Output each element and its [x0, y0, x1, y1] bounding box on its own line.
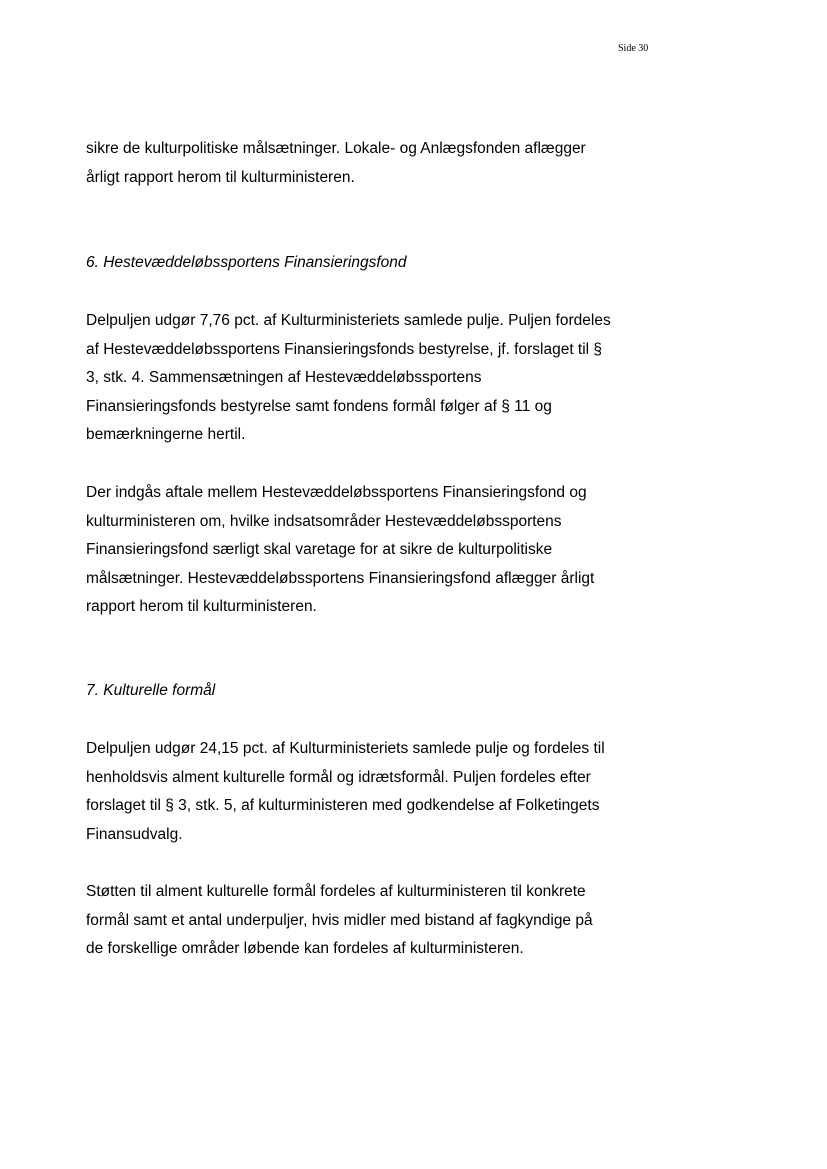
paragraph-line: af Hestevæddeløbssportens Finansieringsfonds bestyrelse, jf. forslaget til § [86, 340, 603, 358]
section-7-paragraph-1 [86, 735, 686, 849]
paragraph-line: årligt rapport herom til kulturministeren. [86, 168, 355, 186]
section-6-heading [86, 249, 686, 278]
paragraph-line: Støtten til alment kulturelle formål fordeles af kulturministeren til konkrete [86, 883, 586, 900]
paragraph-line: 3, stk. 4. Sammensætningen af Hestevæddeløbssportens [86, 369, 482, 387]
section-7-heading [86, 677, 686, 706]
paragraph-line: Delpuljen udgør 7,76 pct. af Kulturministeriets samlede pulje. Puljen fordeles [86, 312, 611, 329]
paragraph-line: forslaget til § 3, stk. 5, af kulturministeren med godkendelse af Folketingets [86, 797, 600, 815]
section-heading-text: 6. Hestevæddeløbssportens Finansieringsfond [86, 254, 407, 271]
paragraph-line: Der indgås aftale mellem Hestevæddeløbssportens Finansieringsfond og [86, 484, 587, 501]
paragraph-line: formål samt et antal underpuljer, hvis midler med bistand af fagkyndige på [86, 911, 593, 929]
section-heading-text: 7. Kulturelle formål [86, 682, 216, 699]
paragraph-line: Finansudvalg. [86, 825, 183, 843]
paragraph-line: kulturministeren om, hvilke indsatsområder Hestevæddeløbssportens [86, 512, 562, 530]
paragraph-line: målsætninger. Hestevæddeløbssportens Finansieringsfond aflægger årligt [86, 569, 595, 587]
paragraph-line: Delpuljen udgør 24,15 pct. af Kulturministeriets samlede pulje og fordeles til [86, 740, 605, 757]
paragraph-line: Finansieringsfonds bestyrelse samt fondens formål følger af § 11 og [86, 397, 552, 415]
section-7-paragraph-2 [86, 878, 686, 964]
paragraph-line: henholdsvis alment kulturelle formål og idrætsformål. Puljen fordeles efter [86, 768, 591, 786]
section-6-paragraph-2 [86, 479, 686, 622]
section-6-paragraph-1 [86, 307, 686, 450]
paragraph-line: Finansieringsfond særligt skal varetage for at sikre de kulturpolitiske [86, 541, 553, 559]
paragraph-line: rapport herom til kulturministeren. [86, 598, 317, 616]
paragraph-line: bemærkningerne hertil. [86, 426, 246, 444]
page-number: Side 30 [618, 43, 649, 54]
intro-paragraph [86, 135, 686, 192]
paragraph-line: sikre de kulturpolitiske målsætninger. Lokale- og Anlægsfonden aflægger [86, 140, 586, 157]
paragraph-line: de forskellige områder løbende kan fordeles af kulturministeren. [86, 940, 524, 958]
